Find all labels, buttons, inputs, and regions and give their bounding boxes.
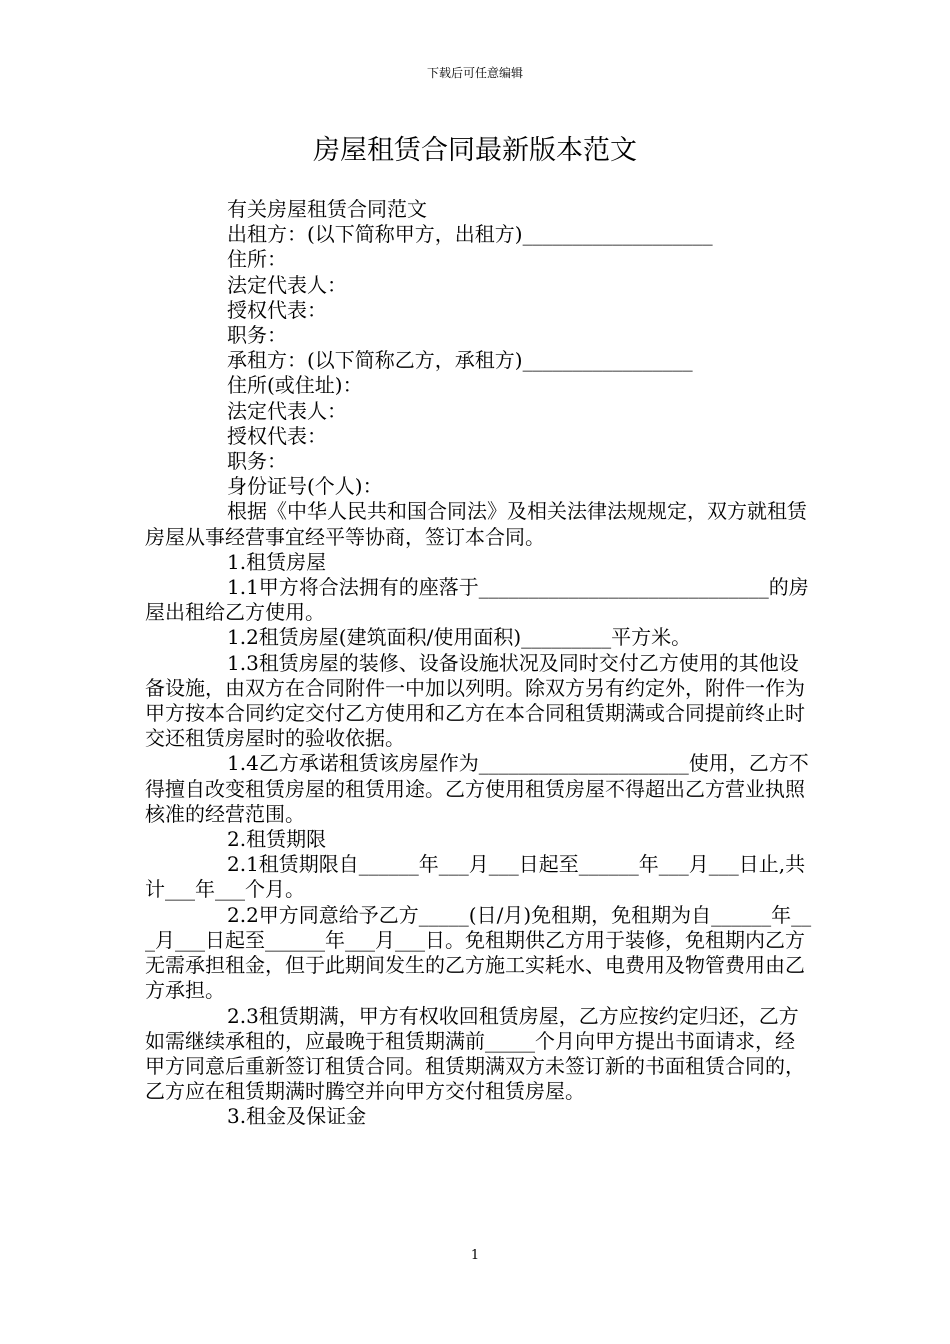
document-body bbox=[145, 197, 813, 1130]
paragraph-lessor-legal-rep: 法定代表人： bbox=[227, 272, 347, 297]
clause-1-4: 1.4乙方承诺租赁该房屋作为_____________________使用，乙方不得擅自改变租赁房屋的租赁用途。乙方使用租赁房屋不得超出乙方营业执照核准的经营范围。 bbox=[145, 751, 809, 826]
document-title: 房屋租赁合同最新版本范文 bbox=[313, 135, 637, 166]
paragraph-lessee-id: 身份证号(个人)： bbox=[227, 474, 383, 499]
clause-2-3: 2.3租赁期满，甲方有权收回租赁房屋，乙方应按约定归还，乙方如需继续承租的，应最晚于租赁期满前_____个月向甲方提出书面请求，经甲方同意后重新签订租赁合同。租赁期满双方未签订新的书面租赁合同的，乙方应在租赁期满时腾空并向甲方交付租赁房屋。 bbox=[145, 1003, 805, 1104]
paragraph-lessee-position: 职务： bbox=[227, 449, 287, 474]
page-header: 下载后可任意编辑 bbox=[426, 66, 523, 80]
clause-1-2: 1.2租赁房屋(建筑面积/使用面积)_________平方米。 bbox=[227, 625, 692, 650]
paragraph-intro: 有关房屋租赁合同范文 bbox=[227, 197, 427, 221]
paragraph-lessee-address: 住所(或住址)： bbox=[227, 373, 363, 398]
paragraph-lessor: 出租方：(以下简称甲方，出租方)___________________ bbox=[227, 222, 713, 247]
section-heading-3: 3.租金及保证金 bbox=[227, 1104, 367, 1129]
paragraph-lessee: 承租方：(以下简称乙方，承租方)_________________ bbox=[227, 348, 693, 373]
paragraph-lessor-authorized-rep: 授权代表： bbox=[227, 297, 327, 322]
paragraph-lessor-address: 住所： bbox=[227, 247, 287, 272]
clause-1-1: 1.1甲方将合法拥有的座落于_____________________________的房屋出租给乙方使用。 bbox=[145, 575, 809, 625]
clause-2-1: 2.1租赁期限自______年___月___日起至______年___月___日止,共计___年___个月。 bbox=[145, 852, 806, 902]
section-heading-1: 1.租赁房屋 bbox=[227, 549, 327, 574]
paragraph-lessee-legal-rep: 法定代表人： bbox=[227, 398, 347, 423]
paragraph-preamble: 根据《中华人民共和国合同法》及相关法律法规规定，双方就租赁房屋从事经营事宜经平等协商，签订本合同。 bbox=[145, 499, 807, 549]
page-number: 1 bbox=[470, 1248, 480, 1263]
clause-2-2: 2.2甲方同意给予乙方_____(日/月)免租期，免租期为自______年___月___日起至______年___月___日。免租期供乙方用于装修，免租期内乙方无需承担租金，但于此期间发生的乙方施工实耗水、电费用及物管费用由乙方承担。 bbox=[145, 902, 812, 1003]
section-heading-2: 2.租赁期限 bbox=[227, 827, 327, 852]
clause-1-3: 1.3租赁房屋的装修、设备设施状况及同时交付乙方使用的其他设备设施，由双方在合同附件一中加以列明。除双方另有约定外，附件一作为甲方按本合同约定交付乙方使用和乙方在本合同租赁期满或合同提前终止时交还租赁房屋时的验收依据。 bbox=[145, 650, 805, 751]
paragraph-lessee-authorized-rep: 授权代表： bbox=[227, 423, 327, 448]
paragraph-lessor-position: 职务： bbox=[227, 323, 287, 348]
